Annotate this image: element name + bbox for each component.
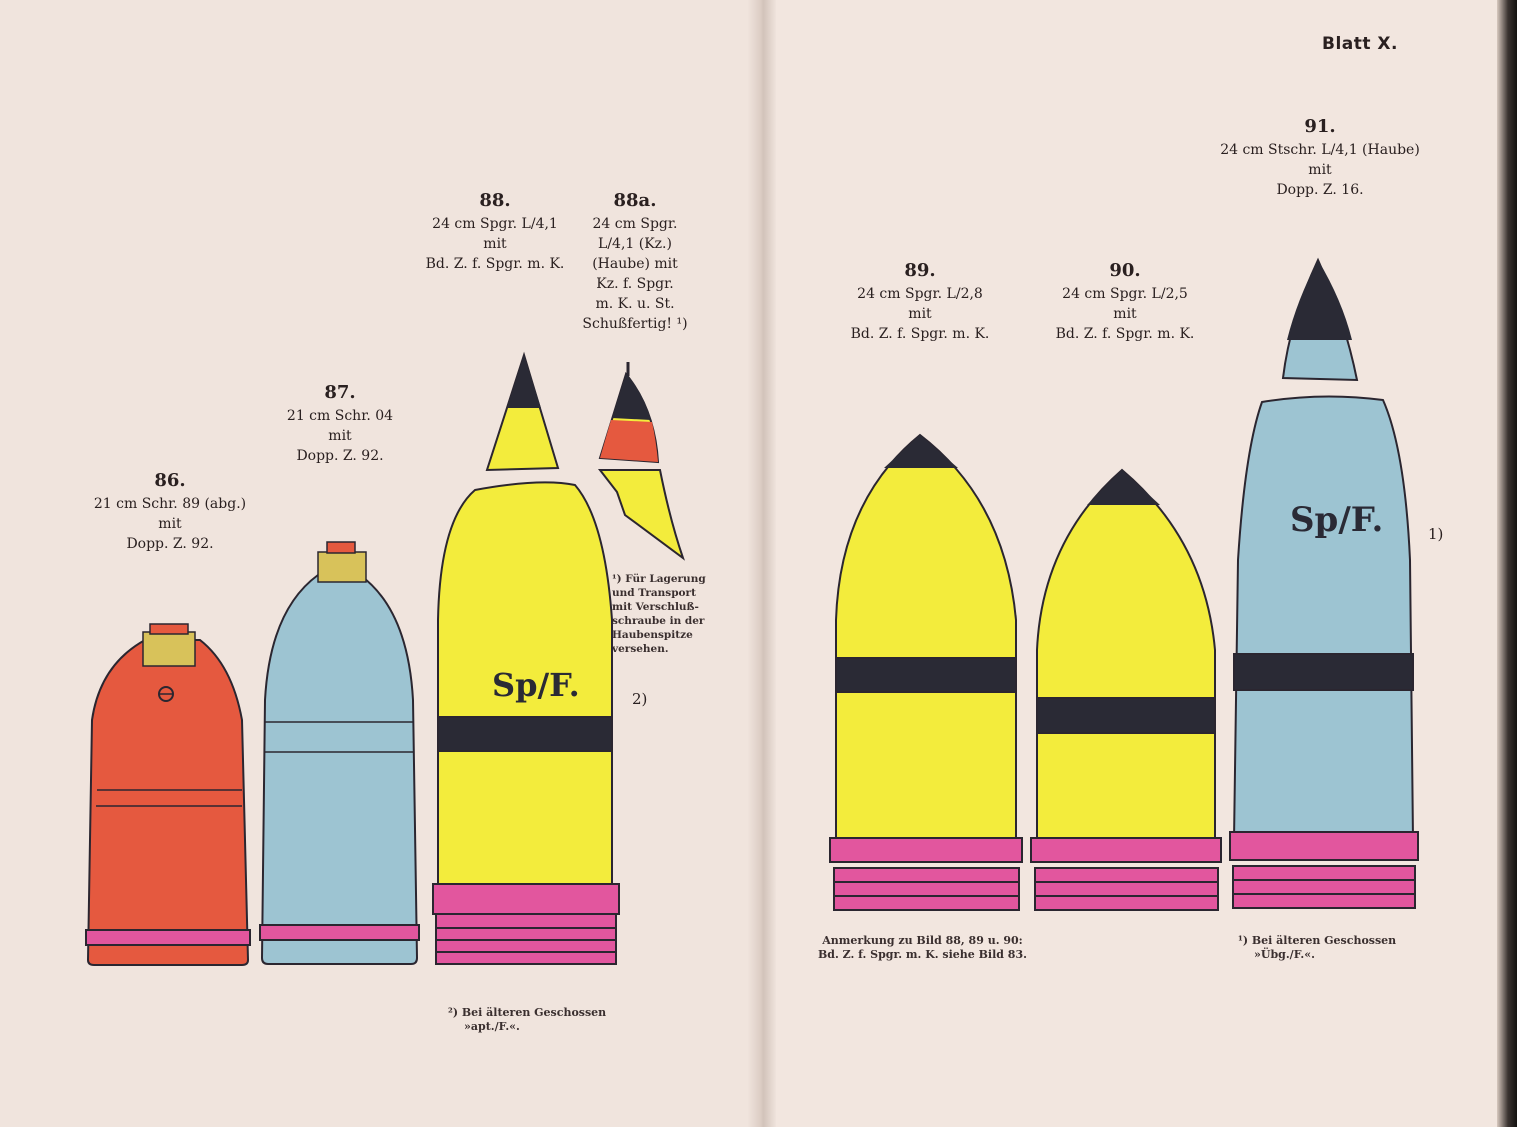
caption-line: Dopp. Z. 16. bbox=[1276, 182, 1364, 198]
caption-line: 21 cm Schr. 89 (abg.) bbox=[93, 496, 247, 512]
caption-line: 24 cm Stschr. L/4,1 (Haube) bbox=[1220, 142, 1420, 158]
caption-line: Dopp. Z. 92. bbox=[126, 536, 214, 552]
note-line: versehen. bbox=[612, 643, 669, 655]
shell-marking-91: Sp/F. bbox=[1290, 500, 1384, 540]
caption-line: 24 cm Spgr. L/4,1 bbox=[432, 216, 558, 232]
note-line: ²) Bei älteren Geschossen bbox=[448, 1006, 607, 1019]
note-line: ¹) Für Lagerung bbox=[612, 573, 706, 585]
shell-marking-88: Sp/F. bbox=[492, 666, 580, 704]
caption-line: Bd. Z. f. Spgr. m. K. bbox=[1055, 326, 1195, 342]
caption-line: Kz. f. Spgr. bbox=[596, 276, 674, 292]
caption-line: Bd. Z. f. Spgr. m. K. bbox=[425, 256, 565, 272]
sheet-label: Blatt X. bbox=[1322, 34, 1398, 54]
footnote-marker-91: 1) bbox=[1428, 525, 1444, 543]
shell-88 bbox=[433, 355, 619, 964]
caption-line: mit bbox=[1308, 162, 1332, 178]
caption-line: Bd. Z. f. Spgr. m. K. bbox=[850, 326, 990, 342]
shell-90 bbox=[1031, 470, 1221, 910]
note-line: und Transport bbox=[612, 587, 696, 599]
caption-line: Schußfertig! ¹) bbox=[582, 316, 688, 332]
figure-number-90: 90. bbox=[1109, 260, 1141, 281]
shell-86 bbox=[86, 624, 250, 965]
note-line: Bd. Z. f. Spgr. m. K. siehe Bild 83. bbox=[818, 948, 1027, 961]
caption-line: 21 cm Schr. 04 bbox=[286, 408, 394, 424]
caption-line: mit bbox=[158, 516, 182, 532]
caption-line: 24 cm Spgr. bbox=[592, 216, 678, 232]
caption-line: (Haube) mit bbox=[592, 256, 678, 272]
note-line: »apt./F.«. bbox=[464, 1020, 520, 1033]
figure-number-88a: 88a. bbox=[613, 190, 657, 211]
footnote-88a bbox=[612, 572, 706, 656]
caption-line: Dopp. Z. 92. bbox=[296, 448, 384, 464]
caption-line: 24 cm Spgr. L/2,5 bbox=[1062, 286, 1188, 302]
figure-number-89: 89. bbox=[904, 260, 936, 281]
caption-line: mit bbox=[1113, 306, 1137, 322]
caption-line: 24 cm Spgr. L/2,8 bbox=[857, 286, 983, 302]
note-line: »Übg./F.«. bbox=[1254, 948, 1315, 961]
note-line: mit Verschluß- bbox=[612, 601, 699, 613]
caption-line: m. K. u. St. bbox=[595, 296, 675, 312]
footnote-91 bbox=[1238, 934, 1396, 962]
caption-line: mit bbox=[483, 236, 507, 252]
figure-number-86: 86. bbox=[154, 470, 186, 491]
caption-line: mit bbox=[908, 306, 932, 322]
note-line: Haubenspitze bbox=[612, 629, 693, 641]
note-line: Anmerkung zu Bild 88, 89 u. 90: bbox=[822, 934, 1023, 947]
caption-line: L/4,1 (Kz.) bbox=[598, 236, 672, 252]
figure-number-87: 87. bbox=[324, 382, 356, 403]
anmerkung-note bbox=[818, 934, 1027, 962]
footnote-88 bbox=[448, 1006, 606, 1034]
caption-line: mit bbox=[328, 428, 352, 444]
shell-89 bbox=[830, 435, 1022, 910]
figure-number-91: 91. bbox=[1304, 116, 1336, 137]
note-line: ¹) Bei älteren Geschossen bbox=[1238, 934, 1397, 947]
footnote-marker-88: 2) bbox=[632, 690, 648, 708]
shell-91 bbox=[1230, 260, 1418, 908]
figure-number-88: 88. bbox=[479, 190, 511, 211]
shell-87 bbox=[260, 542, 419, 964]
shell-88a bbox=[600, 362, 683, 558]
note-line: schraube in der bbox=[612, 615, 705, 627]
